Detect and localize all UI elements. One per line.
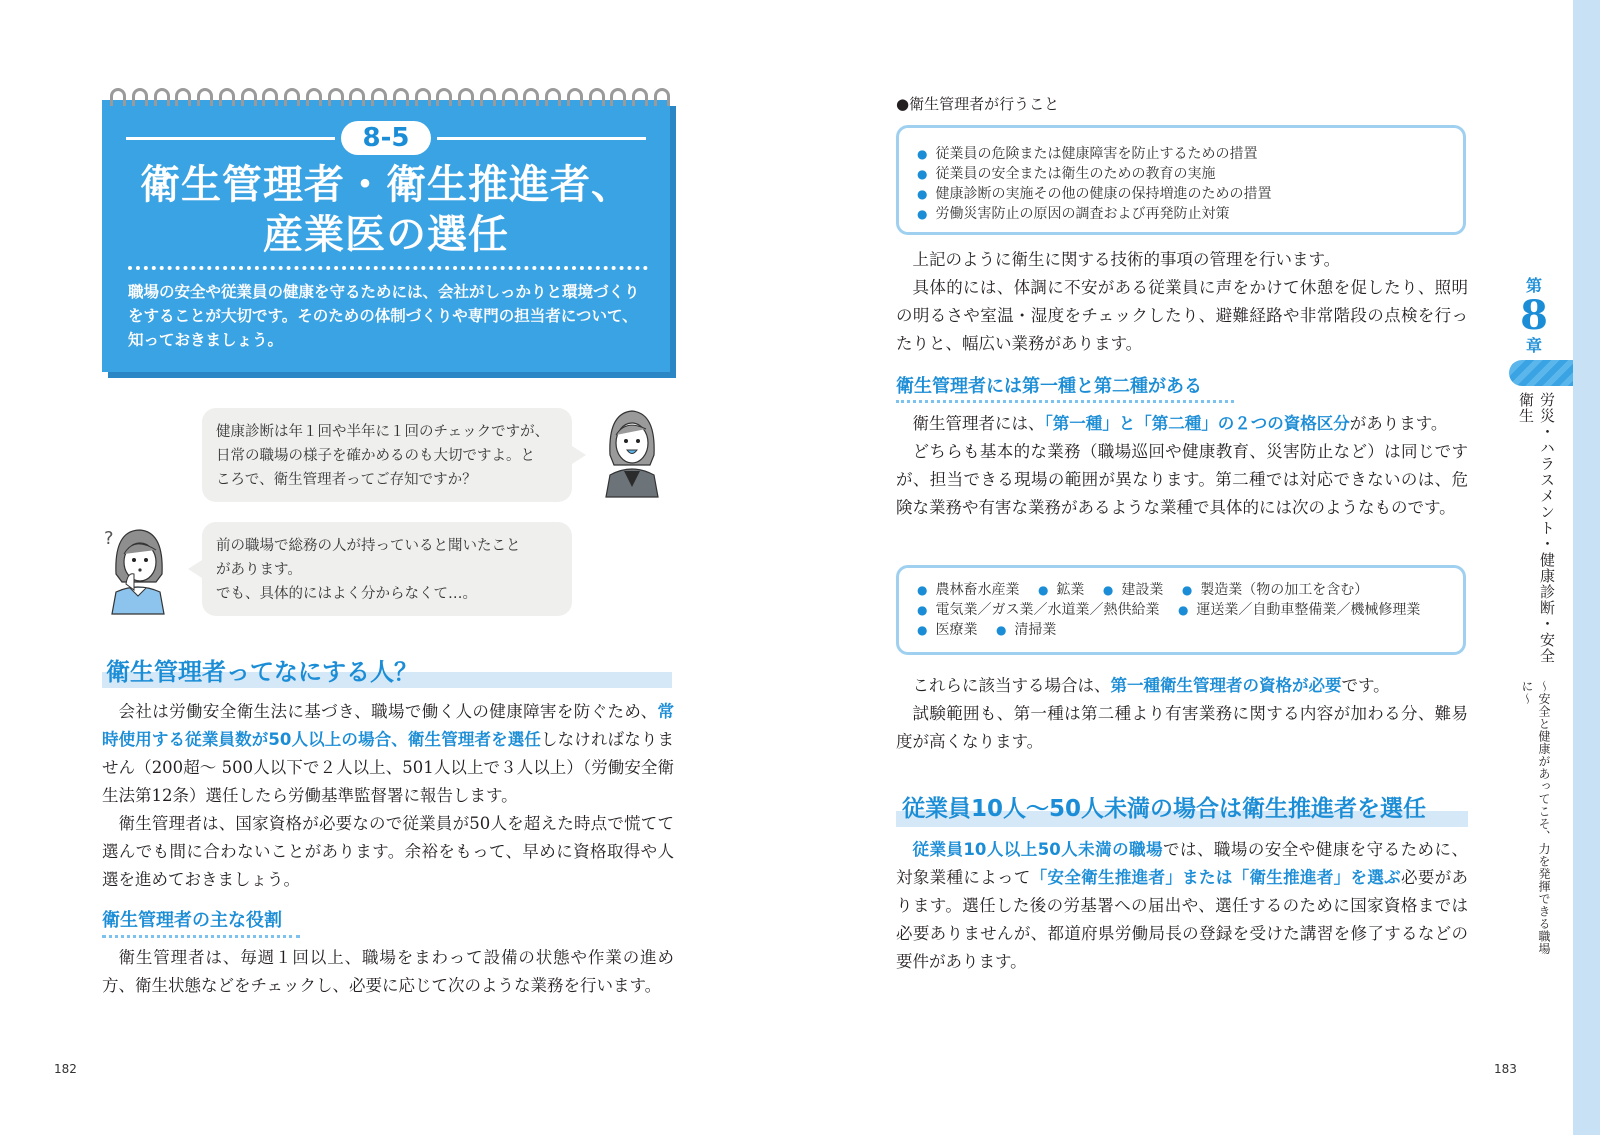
highlight-text: 「第一種」と「第二種」の２つの資格区分	[1044, 414, 1350, 433]
body-text	[102, 698, 674, 894]
chapter-tab	[1509, 360, 1573, 386]
highlight-text: 「安全衛生推進者」または「衛生推進者」を選ぶ	[1030, 868, 1402, 887]
body-text	[896, 410, 1468, 522]
advisor-avatar-icon	[600, 405, 664, 501]
list-item: ● 労働災害防止の原因の調査および再発防止対策	[917, 206, 1230, 222]
highlight-text: 従業員10人以上50人未満の職場	[912, 840, 1163, 859]
chapter-subtitle: 〜安全と健康があってこそ、力を発揮できる職場に〜	[1520, 680, 1551, 955]
speech-bubble-advisor: 健康診断は年１回や半年に１回のチェックですが、 日常の職場の様子を確かめるのも大切ですよ。と ころで、衛生管理者ってご存知ですか？	[202, 408, 572, 502]
paragraph: どちらも基本的な業務（職場巡回や健康教育、災害防止など）は同じですが、担当できる現場の範囲が異なります。第二種では対応できないのは、危険な業務や有害な業務があるような業種で具体的には次のようなものです。	[896, 442, 1468, 517]
paragraph: 具体的には、体調に不安がある従業員に声をかけて休憩を促したり、照明の明るさや室温・湿度をチェックしたり、避難経路や非常階段の点検を行ったりと、幅広い業務があります。	[896, 278, 1468, 353]
list-item: ● 健康診断の実施その他の健康の保持増進のための措置	[917, 186, 1272, 202]
speech-bubble-employee: 前の職場で総務の人が持っていると聞いたこと があります。 でも、具体的にはよく分からなくて…。	[202, 522, 572, 616]
paragraph: 試験範囲も、第一種は第二種より有害業務に関する内容が加わる分、難易度が高くなります。	[896, 704, 1468, 751]
page-title: 衛生管理者・衛生推進者、 産業医の選任	[140, 162, 632, 258]
employee-avatar-icon	[104, 520, 168, 616]
list-row: ● 医療業 ● 清掃業	[917, 622, 1057, 638]
subheading-underline	[896, 400, 1234, 403]
chapter-label: 第 8 章	[1520, 276, 1548, 355]
duties-label: ●衛生管理者が行うこと	[896, 95, 1060, 113]
subheading-underline	[102, 935, 300, 938]
page-number: 182	[54, 1062, 77, 1076]
industries-box	[896, 565, 1466, 655]
section-lead: 職場の安全や従業員の健康を守るためには、会社がしっかりと環境づくりをすることが大切です。そのための体制づくりや専門の担当者について、知っておきましょう。	[128, 283, 640, 349]
body-text	[896, 672, 1468, 756]
list-row: ● 電気業／ガス業／水道業／熱供給業 ● 運送業／自動車整備業／機械修理業	[917, 602, 1421, 618]
side-index-strip	[1573, 0, 1600, 1135]
body-text	[896, 246, 1468, 358]
section-number-row	[126, 120, 646, 156]
paragraph: 衛生管理者には、「第一種」と「第二種」の２つの資格区分があります。	[912, 414, 1448, 433]
paragraph: 上記のように衛生に関する技術的事項の管理を行います。	[912, 250, 1341, 269]
body-text	[896, 836, 1468, 976]
subheading: 衛生管理者の主な役割	[102, 910, 282, 931]
svg-text:?: ?	[104, 528, 114, 549]
duties-box	[896, 125, 1466, 235]
section-heading: 衛生管理者ってなにする人？	[106, 658, 418, 686]
list-row: ● 農林畜水産業 ● 鉱業 ● 建設業 ● 製造業（物の加工を含む）	[917, 582, 1369, 598]
paragraph: 会社は労働安全衛生法に基づき、職場で働く人の健康障害を防ぐため、常時使用する従業員数が50人以上の場合、衛生管理者を選任しなければなりません（200超〜 500人以下で２人以上、501人以上で３人以上）（労働安全衛生法第12条）選任したら労働基準監督署に報告します。	[102, 702, 674, 805]
page-number: 183	[1494, 1062, 1517, 1076]
chapter-title: 労災・ハラスメント・健康診断・安全衛生	[1517, 392, 1556, 664]
paragraph: 衛生管理者は、毎週１回以上、職場をまわって設備の状態や作業の進め方、衛生状態などをチェックし、必要に応じて次のような業務を行います。	[102, 948, 674, 995]
paragraph: これらに該当する場合は、第一種衛生管理者の資格が必要です。	[912, 676, 1390, 695]
subheading: 衛生管理者には第一種と第二種がある	[896, 376, 1202, 397]
spiral-binding	[110, 88, 670, 108]
highlight-text: 常時使用する従業員数が50人以上の場合、衛生管理者を選任	[102, 702, 674, 749]
body-text	[102, 944, 674, 1000]
section-number-badge: 8-5	[341, 121, 431, 155]
title-divider	[128, 266, 648, 270]
paragraph: 従業員10人以上50人未満の職場では、職場の安全や健康を守るために、対象業種によって「安全衛生推進者」または「衛生推進者」を選ぶ必要があります。選任した後の労基署への届出や、選任するのために国家資格までは必要ありませんが、都道府県労働局長の登録を受けた講習を修了するなどの要件があります。	[896, 840, 1469, 971]
highlight-text: 第一種衛生管理者の資格が必要	[1110, 676, 1342, 695]
section-heading: 従業員10人〜50人未満の場合は衛生推進者を選任	[902, 796, 1427, 822]
paragraph: 衛生管理者は、国家資格が必要なので従業員が50人を超えた時点で慌てて選んでも間に合わないことがあります。余裕をもって、早めに資格取得や人選を進めておきましょう。	[102, 814, 674, 889]
list-item: ● 従業員の危険または健康障害を防止するための措置	[917, 146, 1258, 162]
list-item: ● 従業員の安全または衛生のための教育の実施	[917, 166, 1216, 182]
